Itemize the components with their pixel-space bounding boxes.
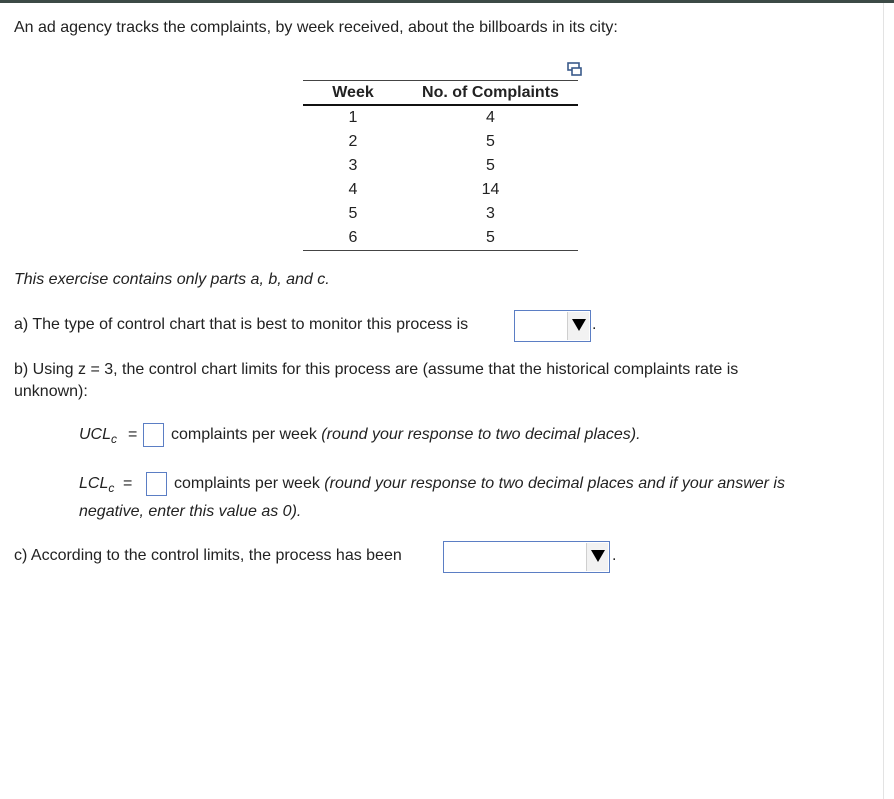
part-a-period: .: [592, 316, 597, 333]
part-b-text-line1: b) Using z = 3, the control chart limits for this process are (assume that the historical complaints rate is: [14, 361, 739, 378]
week-cell: 5: [348, 205, 358, 222]
part-c-period: .: [612, 547, 617, 564]
lcl-subscript: c: [108, 481, 115, 495]
process-state-dropdown[interactable]: [443, 541, 610, 573]
complaints-cell: 5: [486, 133, 495, 150]
complaints-table: [303, 80, 578, 251]
week-cell: 2: [348, 133, 358, 150]
week-cell: 3: [348, 157, 358, 174]
ucl-subscript: c: [111, 432, 118, 446]
ucl-label: [79, 426, 117, 446]
ucl-unit-text: [171, 426, 641, 444]
lcl-hint-line1: (round your response to two decimal places and if your answer is: [324, 475, 785, 492]
table-row: [303, 226, 578, 251]
chart-type-dropdown[interactable]: [514, 310, 591, 342]
column-header-week: Week: [303, 81, 403, 106]
table-row: [303, 130, 578, 154]
top-bar: [0, 0, 894, 3]
ucl-input[interactable]: [143, 423, 164, 447]
dropdown-arrow-icon[interactable]: [567, 312, 589, 340]
complaints-cell: 14: [481, 181, 500, 198]
part-b-text-line2: unknown):: [14, 383, 88, 400]
table-header-row: [303, 81, 578, 106]
lcl-unit-text: [174, 475, 785, 493]
lcl-unit: complaints per week: [174, 475, 320, 492]
dropdown-arrow-icon[interactable]: [586, 543, 608, 571]
part-a-text: a) The type of control chart that is best to monitor this process is: [14, 316, 469, 333]
table-row: [303, 202, 578, 226]
column-header-complaints: No. of Complaints: [403, 81, 578, 106]
table-row: [303, 105, 578, 130]
complaints-cell: 4: [486, 109, 495, 126]
week-cell: 6: [303, 226, 403, 251]
ucl-label-text: UCL: [79, 426, 112, 443]
complaints-cell: 5: [403, 226, 578, 251]
intro-text: An ad agency tracks the complaints, by week received, about the billboards in its city:: [14, 19, 618, 36]
table-row: [303, 154, 578, 178]
table-row: [303, 178, 578, 202]
lcl-input[interactable]: [146, 472, 167, 496]
part-c-text: c) According to the control limits, the process has been: [14, 547, 402, 564]
week-cell: 1: [348, 109, 358, 126]
complaints-cell: 3: [486, 205, 495, 222]
week-cell: 4: [348, 181, 358, 198]
lcl-equals: =: [123, 475, 133, 492]
ucl-hint: (round your response to two decimal places).: [321, 426, 641, 443]
lcl-label-text: LCL: [79, 475, 109, 492]
copy-table-icon[interactable]: [567, 61, 583, 77]
complaints-cell: 5: [486, 157, 495, 174]
ucl-equals: =: [128, 426, 138, 443]
scrollbar-edge: [883, 3, 884, 799]
exercise-note: This exercise contains only parts a, b, and c.: [14, 271, 330, 288]
ucl-unit: complaints per week: [171, 426, 317, 443]
lcl-label: [79, 475, 114, 495]
lcl-hint-line2: negative, enter this value as 0).: [79, 503, 302, 520]
